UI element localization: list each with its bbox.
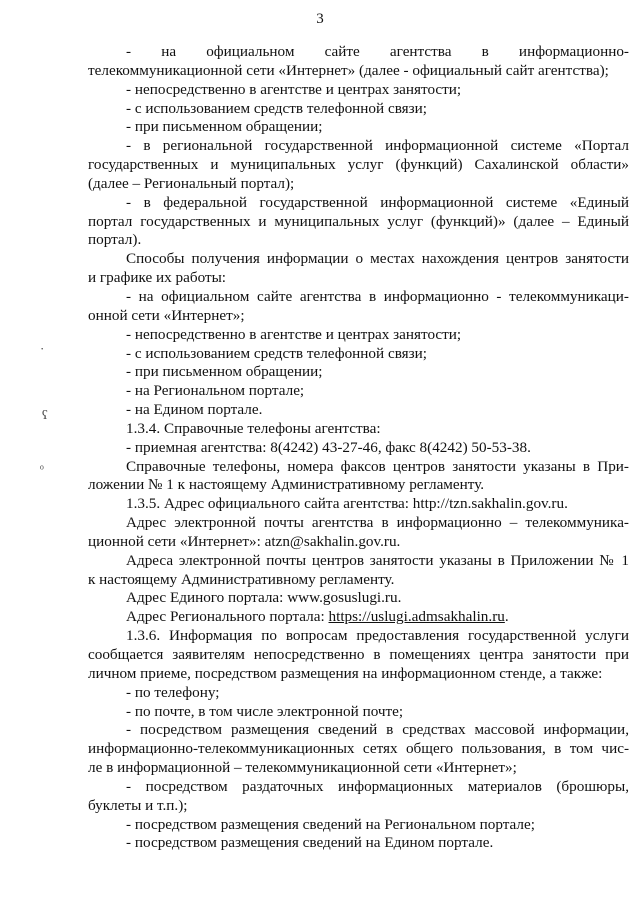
- text-line: [88, 533, 629, 552]
- text-line: [88, 684, 629, 703]
- line-text: - посредством раздаточных информационных материалов (брошюры,: [126, 777, 629, 795]
- text-line: [88, 269, 629, 288]
- line-text: Адрес Единого портала: www.gosuslugi.ru.: [126, 589, 402, 607]
- text-line: [88, 646, 629, 665]
- text-line: [88, 816, 629, 835]
- text-line: [88, 495, 629, 514]
- line-text: Адрес электронной почты агентства в информационно – телекоммуника-: [126, 514, 629, 532]
- line-text: - на Региональном портале;: [126, 382, 305, 400]
- line-text: буклеты и т.п.);: [88, 796, 188, 814]
- text-line: [88, 778, 629, 797]
- line-text: Справочные телефоны, номера факсов центров занятости указаны в При-: [126, 457, 629, 475]
- text-line: [88, 721, 629, 740]
- text-line: [88, 363, 629, 382]
- text-line: [88, 458, 629, 477]
- line-text: Способы получения информации о местах нахождения центров занятости: [126, 250, 629, 268]
- text-line: [88, 439, 629, 458]
- line-text: к настоящему Административному регламенту.: [88, 570, 395, 588]
- text-line: [88, 401, 629, 420]
- line-text: - посредством размещения сведений в средствах массовой информации,: [126, 721, 629, 739]
- text-line: [88, 345, 629, 364]
- text-line: [88, 759, 629, 778]
- line-text: ложении № 1 к настоящему Административному регламенту.: [88, 476, 485, 494]
- line-text: 1.3.4. Справочные телефоны агентства:: [126, 419, 381, 437]
- text-line: [88, 118, 629, 137]
- text-line: [88, 665, 629, 684]
- text-line: [88, 476, 629, 495]
- text-line: [88, 194, 629, 213]
- line-text: - на официальном сайте агентства в информационно-: [126, 43, 629, 60]
- text-line: [88, 740, 629, 759]
- line-text: сообщается заявителям непосредственно в помещениях центра занятости при: [88, 646, 629, 663]
- page-number: 3: [316, 11, 324, 27]
- text-line: [88, 514, 629, 533]
- margin-mark: ᵒ: [40, 461, 44, 476]
- line-text: - при письменном обращении;: [126, 363, 323, 381]
- line-text: - в региональной государственной информационной системе «Портал: [126, 137, 629, 155]
- text-line: [88, 43, 629, 62]
- line-text: и графике их работы:: [88, 269, 227, 287]
- line-text: - на Едином портале.: [126, 401, 263, 419]
- text-line: [88, 627, 629, 646]
- line-text: ле в информационной – телекоммуникационной сети «Интернет»;: [88, 759, 517, 777]
- line-text: Адреса электронной почты центров занятости указаны в Приложении № 1: [126, 551, 629, 569]
- line-text: 1.3.5. Адрес официального сайта агентства: http://tzn.sakhalin.gov.ru.: [126, 495, 568, 513]
- line-text: портал государственных и муниципальных услуг (функций)» (далее – Единый: [88, 212, 629, 230]
- line-text: ционной сети «Интернет»: atzn@sakhalin.gov.ru.: [88, 532, 401, 550]
- line-text: - по почте, в том числе электронной почте;: [126, 702, 404, 720]
- text-line: [88, 100, 629, 119]
- line-text: - в федеральной государственной информационной системе «Единый: [126, 193, 629, 211]
- text-line: [88, 213, 629, 232]
- text-line: [88, 382, 629, 401]
- text-line: [88, 137, 629, 156]
- text-line: [88, 81, 629, 100]
- text-line: [88, 156, 629, 175]
- margin-mark: ʕ: [42, 407, 48, 422]
- line-text: телекоммуникационной сети «Интернет» (далее - официальный сайт агентства);: [88, 61, 609, 79]
- line-text: онной сети «Интернет»;: [88, 306, 245, 324]
- line-text: Адрес Регионального портала:: [126, 608, 329, 626]
- text-line: [88, 703, 629, 722]
- line-text: портал).: [88, 231, 142, 249]
- line-text: - приемная агентства: 8(4242) 43-27-46, факс 8(4242) 50-53-38.: [126, 438, 531, 456]
- text-line: [88, 797, 629, 816]
- text-line: [88, 552, 629, 571]
- text-line: [88, 326, 629, 345]
- line-text: - непосредственно в агентстве и центрах занятости;: [126, 80, 462, 98]
- line-text: государственных и муниципальных услуг (функций) Сахалинской области»: [88, 156, 629, 174]
- line-text: - с использованием средств телефонной связи;: [126, 344, 427, 362]
- text-line: [88, 231, 629, 250]
- line-text: - по телефону;: [126, 683, 220, 701]
- line-text: - с использованием средств телефонной связи;: [126, 99, 427, 117]
- text-line: [88, 288, 629, 307]
- margin-mark: ·: [40, 341, 45, 356]
- text-line: [88, 307, 629, 326]
- regional-portal-link[interactable]: https://uslugi.admsakhalin.ru: [328, 608, 505, 626]
- text-line: [88, 834, 629, 853]
- text-line: [88, 420, 629, 439]
- text-line: [88, 589, 629, 608]
- line-text: - при письменном обращении;: [126, 118, 323, 136]
- text-line: [88, 571, 629, 590]
- line-text: 1.3.6. Информация по вопросам предоставления государственной услуги: [126, 627, 629, 645]
- line-text: - посредством размещения сведений на Региональном портале;: [126, 815, 535, 833]
- document-body: [88, 43, 629, 853]
- line-text: личном приеме, посредством размещения на информационном стенде, а также:: [88, 664, 603, 682]
- line-text: (далее – Региональный портал);: [88, 174, 295, 192]
- text-line: [88, 608, 629, 627]
- line-text: - на официальном сайте агентства в информационно - телекоммуникаци-: [126, 287, 629, 305]
- line-text: - непосредственно в агентстве и центрах занятости;: [126, 325, 462, 343]
- line-text: - посредством размещения сведений на Едином портале.: [126, 834, 494, 852]
- line-text-end: .: [504, 608, 509, 626]
- text-line: [88, 250, 629, 269]
- line-text: информационно-телекоммуникационных сетях общего пользования, в том чис-: [88, 740, 629, 758]
- text-line: [88, 62, 629, 81]
- text-line: [88, 175, 629, 194]
